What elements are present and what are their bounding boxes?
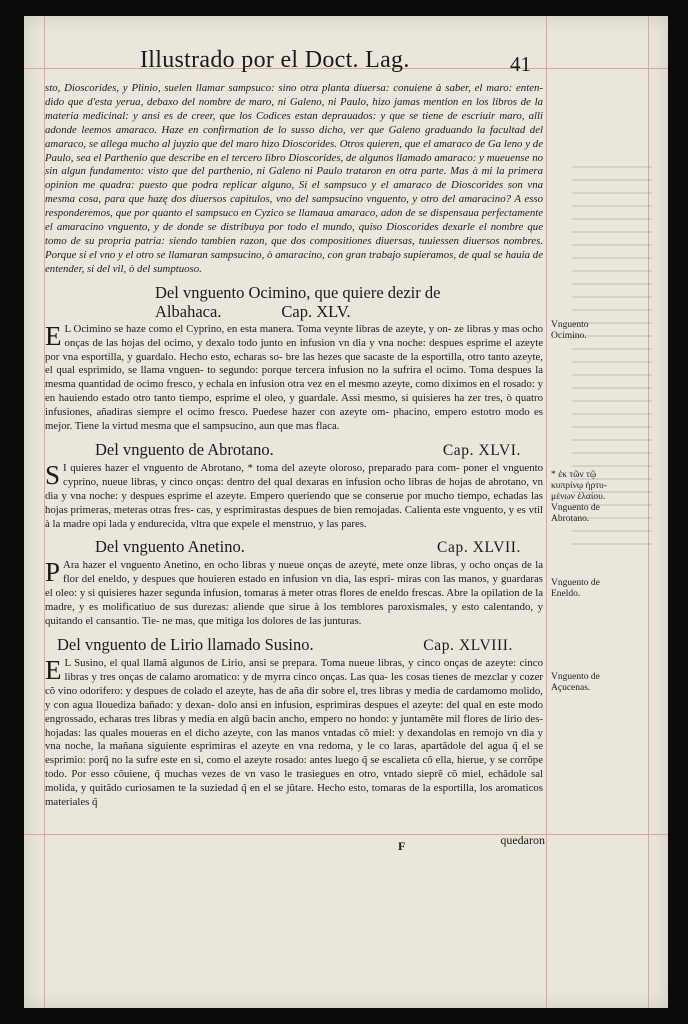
drop-cap: E — [45, 320, 62, 351]
margin-note-eneldo — [551, 578, 615, 600]
text-line: dido que d'esta yerua, debaxo del nombre de maro, ni Galeno, ni Paulo, hizo jamas mention en los libros — [45, 95, 521, 108]
text-line: dolo ansi en infusion, esprimiras despues el azeyte: del qual en este modo engrossado, echaras — [45, 698, 543, 725]
margin-note-line: Vnguento de — [551, 672, 600, 682]
text-line: de ocimo fresco, y echala en infusion otra vez en el mesmo azeyte, como diximos en el rosado: — [123, 378, 538, 391]
text-line: zer tres, ò quatro infusiones, añadiras siempre el ocimo fresco. Puedese hazer con azeyte om- — [45, 392, 544, 419]
chapter-text-45 — [45, 320, 544, 434]
ruled-margin-line-right — [546, 16, 547, 1008]
text-line: Ara hazer el vnguento Anetino, en ocho libras y nueue onças de azeyte, mete onze libras, y — [63, 559, 470, 572]
page-body — [45, 82, 543, 810]
text-line: Mas à mi la primera opinion me quadra: puesto que podra replicar alguno, Si el sampsuco y el amaraco de — [45, 165, 543, 192]
text-line: aliende que sirue à los temblores paroxismales, y esto calentando, y quitando el cansantio. Tie- — [45, 601, 544, 628]
text-line: lada y endurecida, vltra que expele el menstruo, y las pares. — [109, 517, 367, 530]
text-line: y mueuense no sin algun fundamento: visto que del parthenio, ni Galeno ni Paulo trataron en otra parte. — [45, 151, 543, 178]
intro-paragraph — [45, 82, 543, 277]
text-line: phacino, empero estotro modo es mejor. Tiene la virtud mesma que el sampsucino, aun que — [45, 406, 543, 433]
margin-note-line: Abrotano. — [551, 514, 590, 524]
text-line: en remojo vn dia y vna noche, la mañana siguiente esprimiras el azeyte en vna redoma, y le co — [45, 726, 543, 753]
text-line: cas, y esprimirastas despues de bien remojadas. Calienta este vnguento, y es vtil à la madre opi — [45, 503, 543, 530]
text-line: de azeyte: cinco libras y tres onças de calamo aromatico: y de myrra cinco onças. Las qua- — [64, 657, 543, 683]
chapter-heading-45 — [155, 283, 543, 321]
margin-note-abrotano — [551, 503, 615, 525]
text-line: dir sobre el, tres libras y media de cardamomo molido, y con agua llouediza bañado: y dexan- — [45, 684, 544, 711]
running-header: Illustrado por el Doct. Lag. — [140, 47, 410, 73]
margin-note-line: Eneldo. — [551, 589, 581, 599]
chapter-heading-47 — [95, 537, 521, 557]
text-line: les cosas tienes de mezclar y cozer cõ vino odorifero: y despues de colado el azeyte, has de aña — [45, 670, 543, 697]
margin-note-line: Açucenas. — [551, 683, 591, 693]
text-line: ocho libras de hojas de abrotano, vn dia y vna noche: y despues esprime el azeyte. Empero — [45, 475, 543, 502]
text-line: del amaraco, se allega mucho al juyzio que del maro hizo Dioscorides. Otros quieren, que el amaraco de Ga — [45, 123, 543, 150]
chapter-title-48: Del vnguento de Lirio llamado Susino. — [57, 635, 314, 654]
chapter-heading-46 — [95, 440, 521, 460]
ruled-line-bottom — [24, 834, 668, 835]
chapter-text-47 — [45, 559, 543, 629]
text-line: de la materia medicinal: y ansi es de creer, que los Codices estan deprauados: y que se tiene de escriuir maro, — [45, 95, 543, 122]
chapter-title-45-line2: Albahaca. — [155, 301, 222, 321]
text-line: vn vaso le trasiegues en otro, vntado sieprẽ cõ miel, echãdole sal molida, y quitãdo curiosamen — [45, 768, 543, 795]
text-line: poner el vnguento cyprino, nueue libras, y cinco onças: dentro del qual dexaras en infusion — [63, 461, 543, 488]
margin-note-line: Vnguento de — [551, 578, 600, 588]
text-line: L Susino, el qual llamã algunos de Lirio, ansi se prepara. Toma nueue libras, y cinco onças — [64, 657, 472, 669]
text-line: queriendo que se conserue por mucho tiempo, echadas las hojas primeras, meteras otras fres- — [45, 489, 543, 516]
text-line: otras flores de eneldo frescas. Abre la opilation de la madre, y es molificatiuo de sus durezas: — [45, 587, 543, 614]
catchword: quedaron — [500, 833, 545, 847]
margin-note-line: * ἐκ τῶν τῷ — [551, 470, 597, 480]
text-line: y vna noche: despues esprime el azeyte por vna esportilla, y guardalo. Hecho esto, echaras so- — [45, 336, 543, 363]
margin-note-greek — [551, 470, 615, 503]
text-line: ocho onças de la flor del eneldo, y despues que houieren estado en infusion vn dia, las espri- — [63, 559, 544, 586]
text-line: te la suziedad q̃ en el se jũtare. Hecho esto, tomaras de la esportilla, los aromaticos materiales q̃ — [45, 782, 543, 809]
margin-note-line: κυπρίνῳ ἠρτυ- — [551, 481, 607, 491]
text-line: to segundo: porque tercera infusion no la sufrira el ocimo. Toma despues la mesma quantidad — [45, 364, 543, 391]
text-line: gran trabajo supieramos, de qual se hauia de entender, si del vil, ò del sumptuoso. — [45, 248, 543, 275]
text-line: I quieres hazer el vnguento de Abrotano, * toma del azeyte oloroso, preparado para com- — [63, 461, 464, 474]
text-line: sto, Dioscorides, y Plinio, suelen llamar sampsuco: sino otra planta diuersa: conuiene à saber, el maro: enten- — [45, 82, 543, 94]
chapter-text-48 — [45, 657, 543, 810]
chapter-number-45: Cap. XLV. — [281, 301, 351, 321]
text-line: bre las hezes que sacaste de la esportilla, otro tanto azeyte, el qual esprimido, se llama vnguen- — [45, 350, 543, 377]
text-line: Dioscorides dexarle el nombre que tomo de su propria patria: siendo tambien razon, que dos compositiones — [45, 221, 543, 247]
chapter-text-46 — [45, 459, 543, 532]
chapter-number-46: Cap. XLVI. — [442, 441, 521, 459]
text-line: hojadas: las quales moueras en el dicho azeyte, con las manos vntadas cõ miel: y dexandolas — [45, 726, 460, 739]
chapter-heading-48 — [57, 635, 513, 655]
text-line: alli adonde leemos amaraco. Haze en confirmation de lo susso dicho, ver que Galeno graduando la facultad — [45, 109, 543, 136]
drop-cap: E — [45, 655, 62, 685]
drop-cap: S — [45, 459, 61, 490]
text-line: miras con las manos, y guardaras el oleo: y si quisieres hazer segunda infusion, tomaras à meter — [45, 573, 543, 600]
text-line: y en hauiendo estado otro tanto tiempo, esprime el oleo, y guardale. Assi mesmo, si quisieres ha — [45, 378, 544, 405]
chapter-title-45-line1: Del vnguento Ocimino, que quiere dezir de — [155, 282, 441, 302]
margin-note-line: Vnguento — [551, 320, 589, 330]
text-line: ze libras y mas ocho onças de las hojas del ocimo, y dexalo todo junto en infusion vn dia — [64, 322, 543, 349]
text-line: tres libras y media en algũ bacin ancho, empero no hondo: y juntamẽte mil flores de lirio des- — [134, 712, 543, 725]
text-line: otro del amaracino? A esso responderemos, que por quanto el sampsuco en Cyzico se llamaua amaraco, adon — [45, 193, 543, 220]
text-line: ne mas, que mitiga los dolores de las junturas. — [162, 615, 362, 628]
margin-note-line: Vnguento de — [551, 503, 600, 513]
text-line: mas flaca. — [295, 420, 340, 433]
folio-number: 41 — [510, 52, 531, 76]
margin-note-acucenas — [551, 672, 615, 694]
signature-mark: F — [398, 839, 406, 853]
chapter-number-48: Cap. XLVIII. — [423, 637, 513, 654]
margin-note-ocimino — [551, 320, 615, 342]
drop-cap: P — [45, 557, 61, 588]
chapter-number-47: Cap. XLVII. — [437, 539, 521, 557]
chapter-title-46: Del vnguento de Abrotano. — [95, 439, 274, 459]
text-line: diuersas, tuuiessen diuersos nombres. Porque si el vno y el otro se llamaran sampsucino, ò amaracino, con — [45, 234, 543, 261]
margin-note-line: μένων ἐλαίου. — [551, 492, 606, 502]
text-line: Dioscorides son vna mesma cosa, para que hazę dos diuersos capitulos, vno del sampsucino vnguento, y — [45, 179, 543, 206]
margin-note-line: Ocimino. — [551, 331, 587, 341]
text-line: L Ocimino se haze como el Cyprino, en esta manera. Toma veynte libras de azeyte, y on- — [64, 322, 455, 335]
text-line: de se dispensaua perfectamente el amaracino vnguento, y de donde se distribuya por todo el mundo, quiso — [45, 207, 544, 234]
chapter-title-47: Del vnguento Anetino. — [95, 537, 245, 557]
text-line: antes luego q̃ se escalieta cõ ella, hierue, y se corrõpe todo. Por esso cõuiene, q̃ muchas vezes de — [45, 754, 543, 781]
text-line: leno y de Paulo, sea el Parthenio que describe en el tercero libro Dioscorides, de algunos llamado amaraco: — [45, 137, 543, 164]
text-line: laras, apartãdole del agua q̃ el se esprimio: porq̃ no la sufre este en si, como el azeyte rosado: — [45, 740, 543, 767]
